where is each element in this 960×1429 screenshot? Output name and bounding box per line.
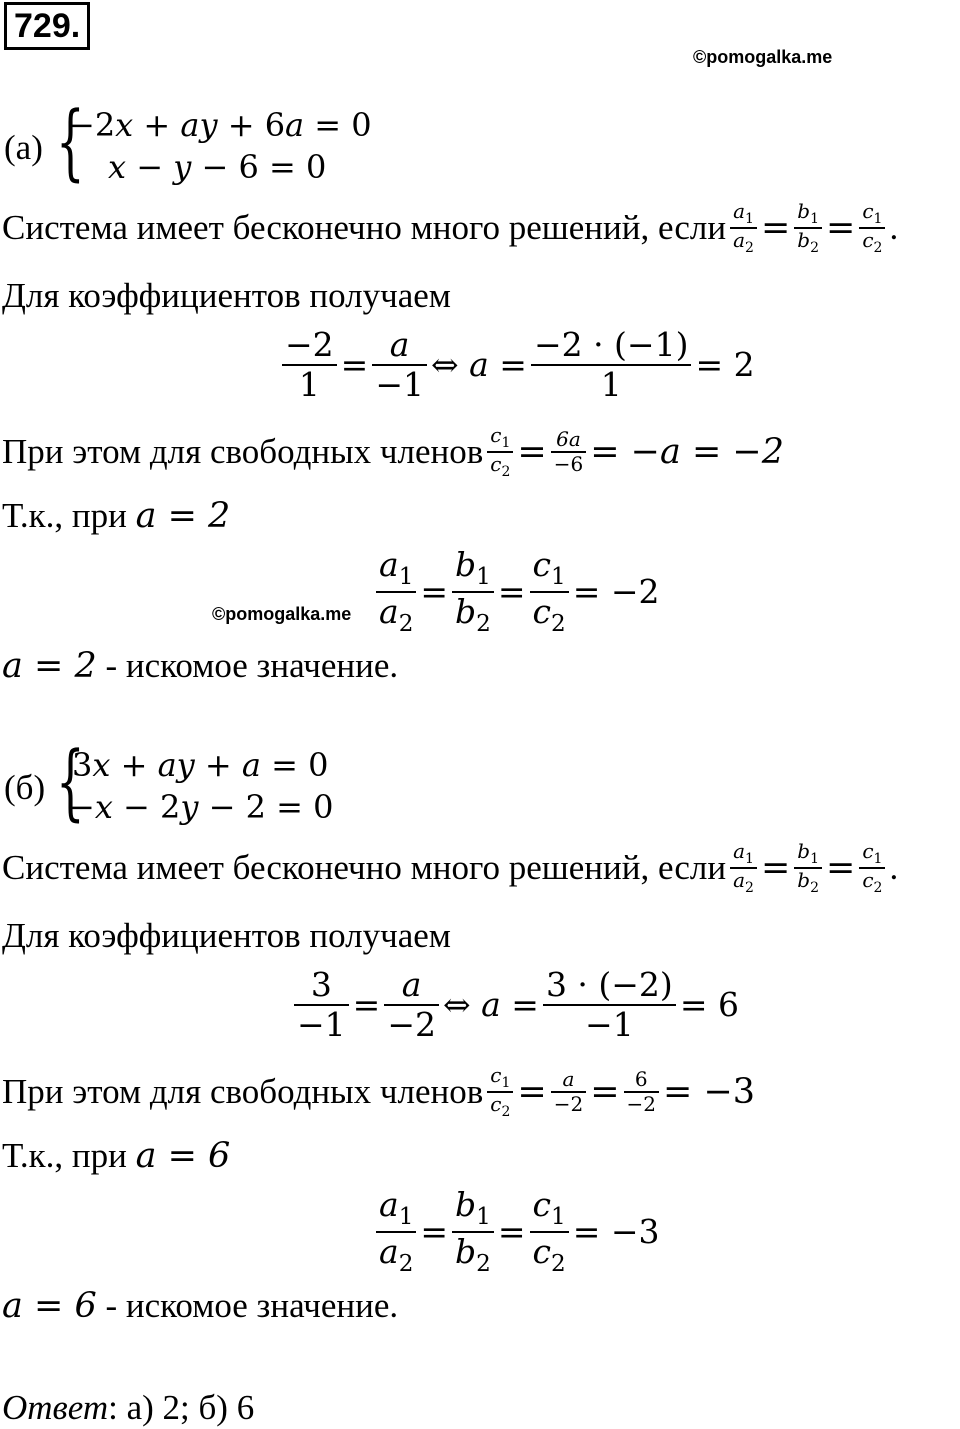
answer-label: Ответ	[2, 1388, 109, 1427]
answer-text: : а) 2; б) 6	[108, 1388, 255, 1427]
answer-line	[2, 1388, 254, 1428]
part-a-system-line-1: −2𝑥 + 𝑎𝑦 + 6𝑎 = 0	[68, 106, 372, 144]
watermark-top: ©pomogalka.me	[693, 47, 833, 67]
part-b-conclusion: a = 6 - искомое значение.	[2, 1286, 399, 1326]
part-a-ratio-equation: $\frac{a_1}{a_2}$ = $\frac{b_1}{b_2}$ = $\frac{c_1}{c_2}$ = −2	[372, 546, 660, 637]
part-a-coef-text: Для коэффициентов получаем	[2, 276, 451, 315]
part-b-coef-equation: $\frac{3}{-1}$ = $\frac{a}{-2}$ ⇔ a = $\frac{3 \cdot (-2)}{-1}$ = 6	[290, 966, 739, 1044]
part-a-coef-equation: $\frac{-2}{1}$ = $\frac{a}{-1}$ ⇔ a = $\frac{-2 \cdot (-1)}{1}$ = 2	[278, 326, 755, 404]
part-b-free-terms: При этом для свободных членов $\frac{c_1}{c_2}$ = $\frac{a}{-2}$ = $\frac{6}{-2}$ = −3	[2, 1063, 756, 1120]
part-b-coef-text: Для коэффициентов получаем	[2, 916, 451, 955]
part-b-ratio-equation: $\frac{a_1}{a_2}$ = $\frac{b_1}{b_2}$ = $\frac{c_1}{c_2}$ = −3	[372, 1186, 660, 1277]
part-b-condition: Система имеет бесконечно много решений, если $\frac{a_1}{a_2}$ = $\frac{b_1}{b_2}$ = $\frac{c_1}{c_2}$ .	[2, 839, 899, 896]
part-a-system-line-2: 𝑥 − 𝑦 − 6 = 0	[108, 148, 327, 186]
part-a-label: (а)	[4, 128, 43, 167]
part-b-system-line-2: −𝑥 − 2𝑦 − 2 = 0	[68, 788, 334, 826]
problem-number: 729.	[4, 2, 90, 50]
part-a-conclusion: a = 2 - искомое значение.	[2, 646, 399, 686]
watermark-middle: ©pomogalka.me	[212, 604, 352, 624]
system-brace: {	[56, 95, 85, 190]
system-brace: {	[56, 735, 85, 830]
part-a-free-terms: При этом для свободных членов $\frac{c_1}{c_2}$ = $\frac{6a}{-6}$ = −a = −2	[2, 423, 785, 480]
part-a-condition: Система имеет бесконечно много решений, если $\frac{a_1}{a_2}$ = $\frac{b_1}{b_2}$ = $\frac{c_1}{c_2}$ .	[2, 199, 899, 256]
part-b-since: Т.к., при a = 6	[2, 1136, 231, 1176]
part-a-since: Т.к., при a = 2	[2, 496, 231, 536]
part-b-label: (б)	[4, 768, 46, 807]
part-b-system-line-1: 3𝑥 + 𝑎𝑦 + 𝑎 = 0	[72, 746, 329, 784]
